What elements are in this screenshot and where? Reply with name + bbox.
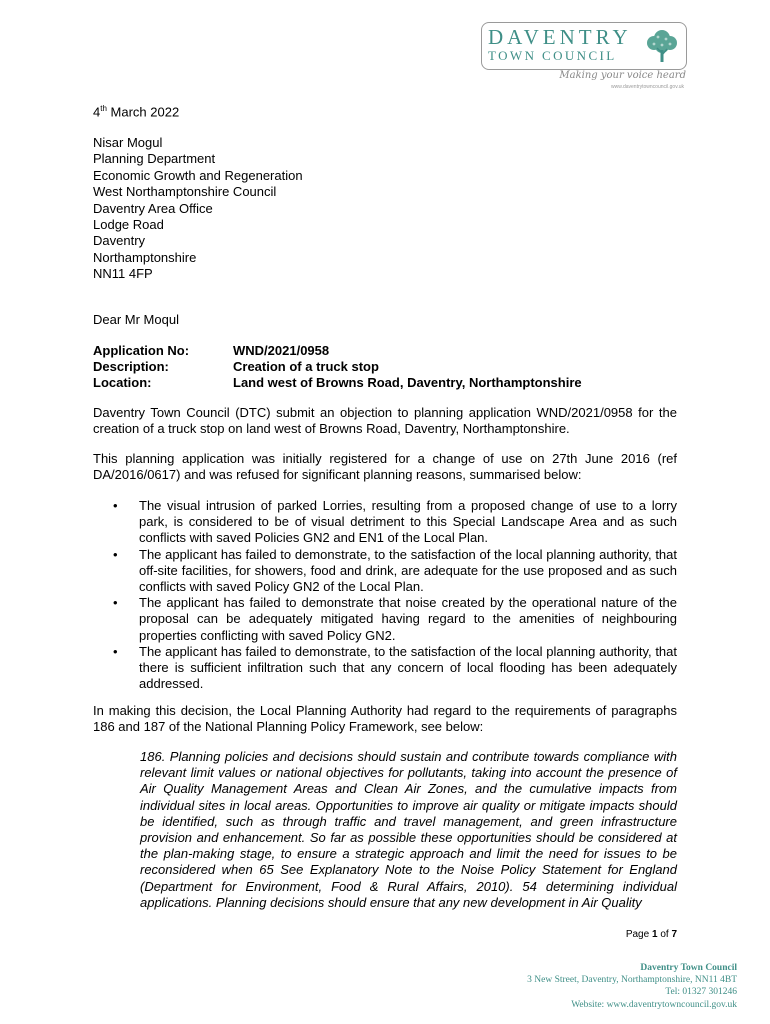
page-of: of	[660, 929, 669, 940]
address-line: NN11 4FP	[93, 266, 153, 282]
list-item	[93, 547, 677, 596]
decision-paragraph: In making this decision, the Local Planning Authority had regard to the requirements of paragraphs 186 and 187 of the National Planning Policy Framework, see below:	[93, 703, 677, 735]
bullet-icon: •	[113, 643, 118, 659]
policy-quote: 186. Planning policies and decisions should sustain and contribute towards compliance with relevant limit values or national objectives for pollutants, taking into account the presence of Air Quality Management Areas and Clean Air Zones, and the cumulative impacts from individual sites in local areas. Opportunities to improve air quality or mitigate impacts should be identified, such as through traffic and travel management, and green infrastructure provision and enhancement. So far as possible these opportunities should be considered at the plan-making stage, to ensure a strategic approach and limit the need for issues to be reconsidered when 65 See Explanatory Note to the Noise Policy Statement for England (Department for Environment, Food & Rural Affairs, 2010). 54 determining individual applications. Planning decisions should ensure that any new development in Air Quality	[140, 749, 677, 910]
tree-icon	[642, 26, 682, 66]
description-row	[93, 359, 379, 374]
history-paragraph: This planning application was initially registered for a change of use on 27th June 2016 (ref DA/2016/0617) and was refused for significant planning reasons, summarised below:	[93, 451, 677, 483]
list-item	[93, 498, 677, 547]
salutation: Dear Mr Moqul	[93, 312, 179, 327]
logo-name: DAVENTRY	[488, 25, 632, 49]
description-value: Creation of a truck stop	[233, 359, 379, 374]
date-day: 4	[93, 104, 101, 120]
date-month-year: March 2022	[106, 104, 180, 120]
footer-tel: Tel: 01327 301246	[665, 987, 737, 998]
footer-address: 3 New Street, Daventry, Northamptonshire, NN11 4BT	[527, 975, 737, 986]
address-line: Daventry	[93, 233, 146, 249]
page-label: Page	[625, 929, 650, 940]
reason-text: The visual intrusion of parked Lorries, resulting from a proposed change of use to a lorry park, is considered to be of visual detriment to this Special Landscape Area and as such conflicts with saved Policies GN2 and EN1 of the Local Plan.	[139, 498, 677, 546]
bullet-icon: •	[113, 498, 118, 513]
address-line: Nisar Mogul	[93, 135, 163, 150]
footer-website: Website: www.daventrytowncouncil.gov.uk	[571, 999, 737, 1010]
address-line: Northamptonshire	[93, 249, 197, 265]
location-value: Land west of Browns Road, Daventry, Northamptonshire	[233, 375, 582, 390]
logo-tagline: Making your voice heard	[559, 70, 686, 81]
footer-contact	[460, 962, 737, 1011]
address-line: Planning Department	[93, 151, 216, 167]
logo-url: www.daventrytowncouncil.gov.uk	[611, 84, 684, 90]
list-item	[93, 644, 677, 693]
reason-text: The applicant has failed to demonstrate that noise created by the operational nature of the proposal can be adequately mitigated having regard to the amenities of neighbouring properties conflicting with saved Policy GN2.	[139, 595, 677, 643]
letter-date	[93, 104, 179, 119]
reason-text: The applicant has failed to demonstrate, to the satisfaction of the local planning authority, that off-site facilities, for showers, food and drink, are adequate for the use proposed and as such conflicts with saved Policy GN2 of the Local Plan.	[139, 546, 677, 595]
date-suffix: th	[100, 104, 107, 113]
bullet-icon: •	[113, 595, 118, 611]
page-total: 7	[671, 929, 677, 940]
description-label: Description:	[93, 359, 169, 374]
location-label: Location:	[93, 375, 152, 390]
logo-subtitle: TOWN COUNCIL	[488, 48, 617, 63]
address-line: West Northamptonshire Council	[93, 184, 277, 200]
application-number-row	[93, 343, 329, 358]
application-number-label: Application No:	[93, 343, 190, 358]
refusal-reasons-list	[93, 498, 677, 692]
intro-paragraph: Daventry Town Council (DTC) submit an objection to planning application WND/2021/0958 for the creation of a truck stop on land west of Browns Road, Daventry, Northamptonshire.	[93, 405, 677, 437]
list-item	[93, 595, 677, 644]
location-row	[93, 375, 582, 390]
reason-text: The applicant has failed to demonstrate, to the satisfaction of the local planning authority, that there is sufficient infiltration such that any concern of local flooding has been adequately addressed.	[139, 643, 677, 692]
address-line: Economic Growth and Regeneration	[93, 167, 303, 183]
recipient-address	[93, 135, 303, 283]
footer-org: Daventry Town Council	[640, 963, 737, 973]
address-line: Lodge Road	[93, 217, 164, 233]
page-current: 1	[651, 929, 658, 940]
bullet-icon: •	[113, 546, 118, 562]
application-number-value: WND/2021/0958	[233, 343, 330, 358]
page-number	[600, 929, 677, 940]
address-line: Daventry Area Office	[93, 200, 213, 216]
